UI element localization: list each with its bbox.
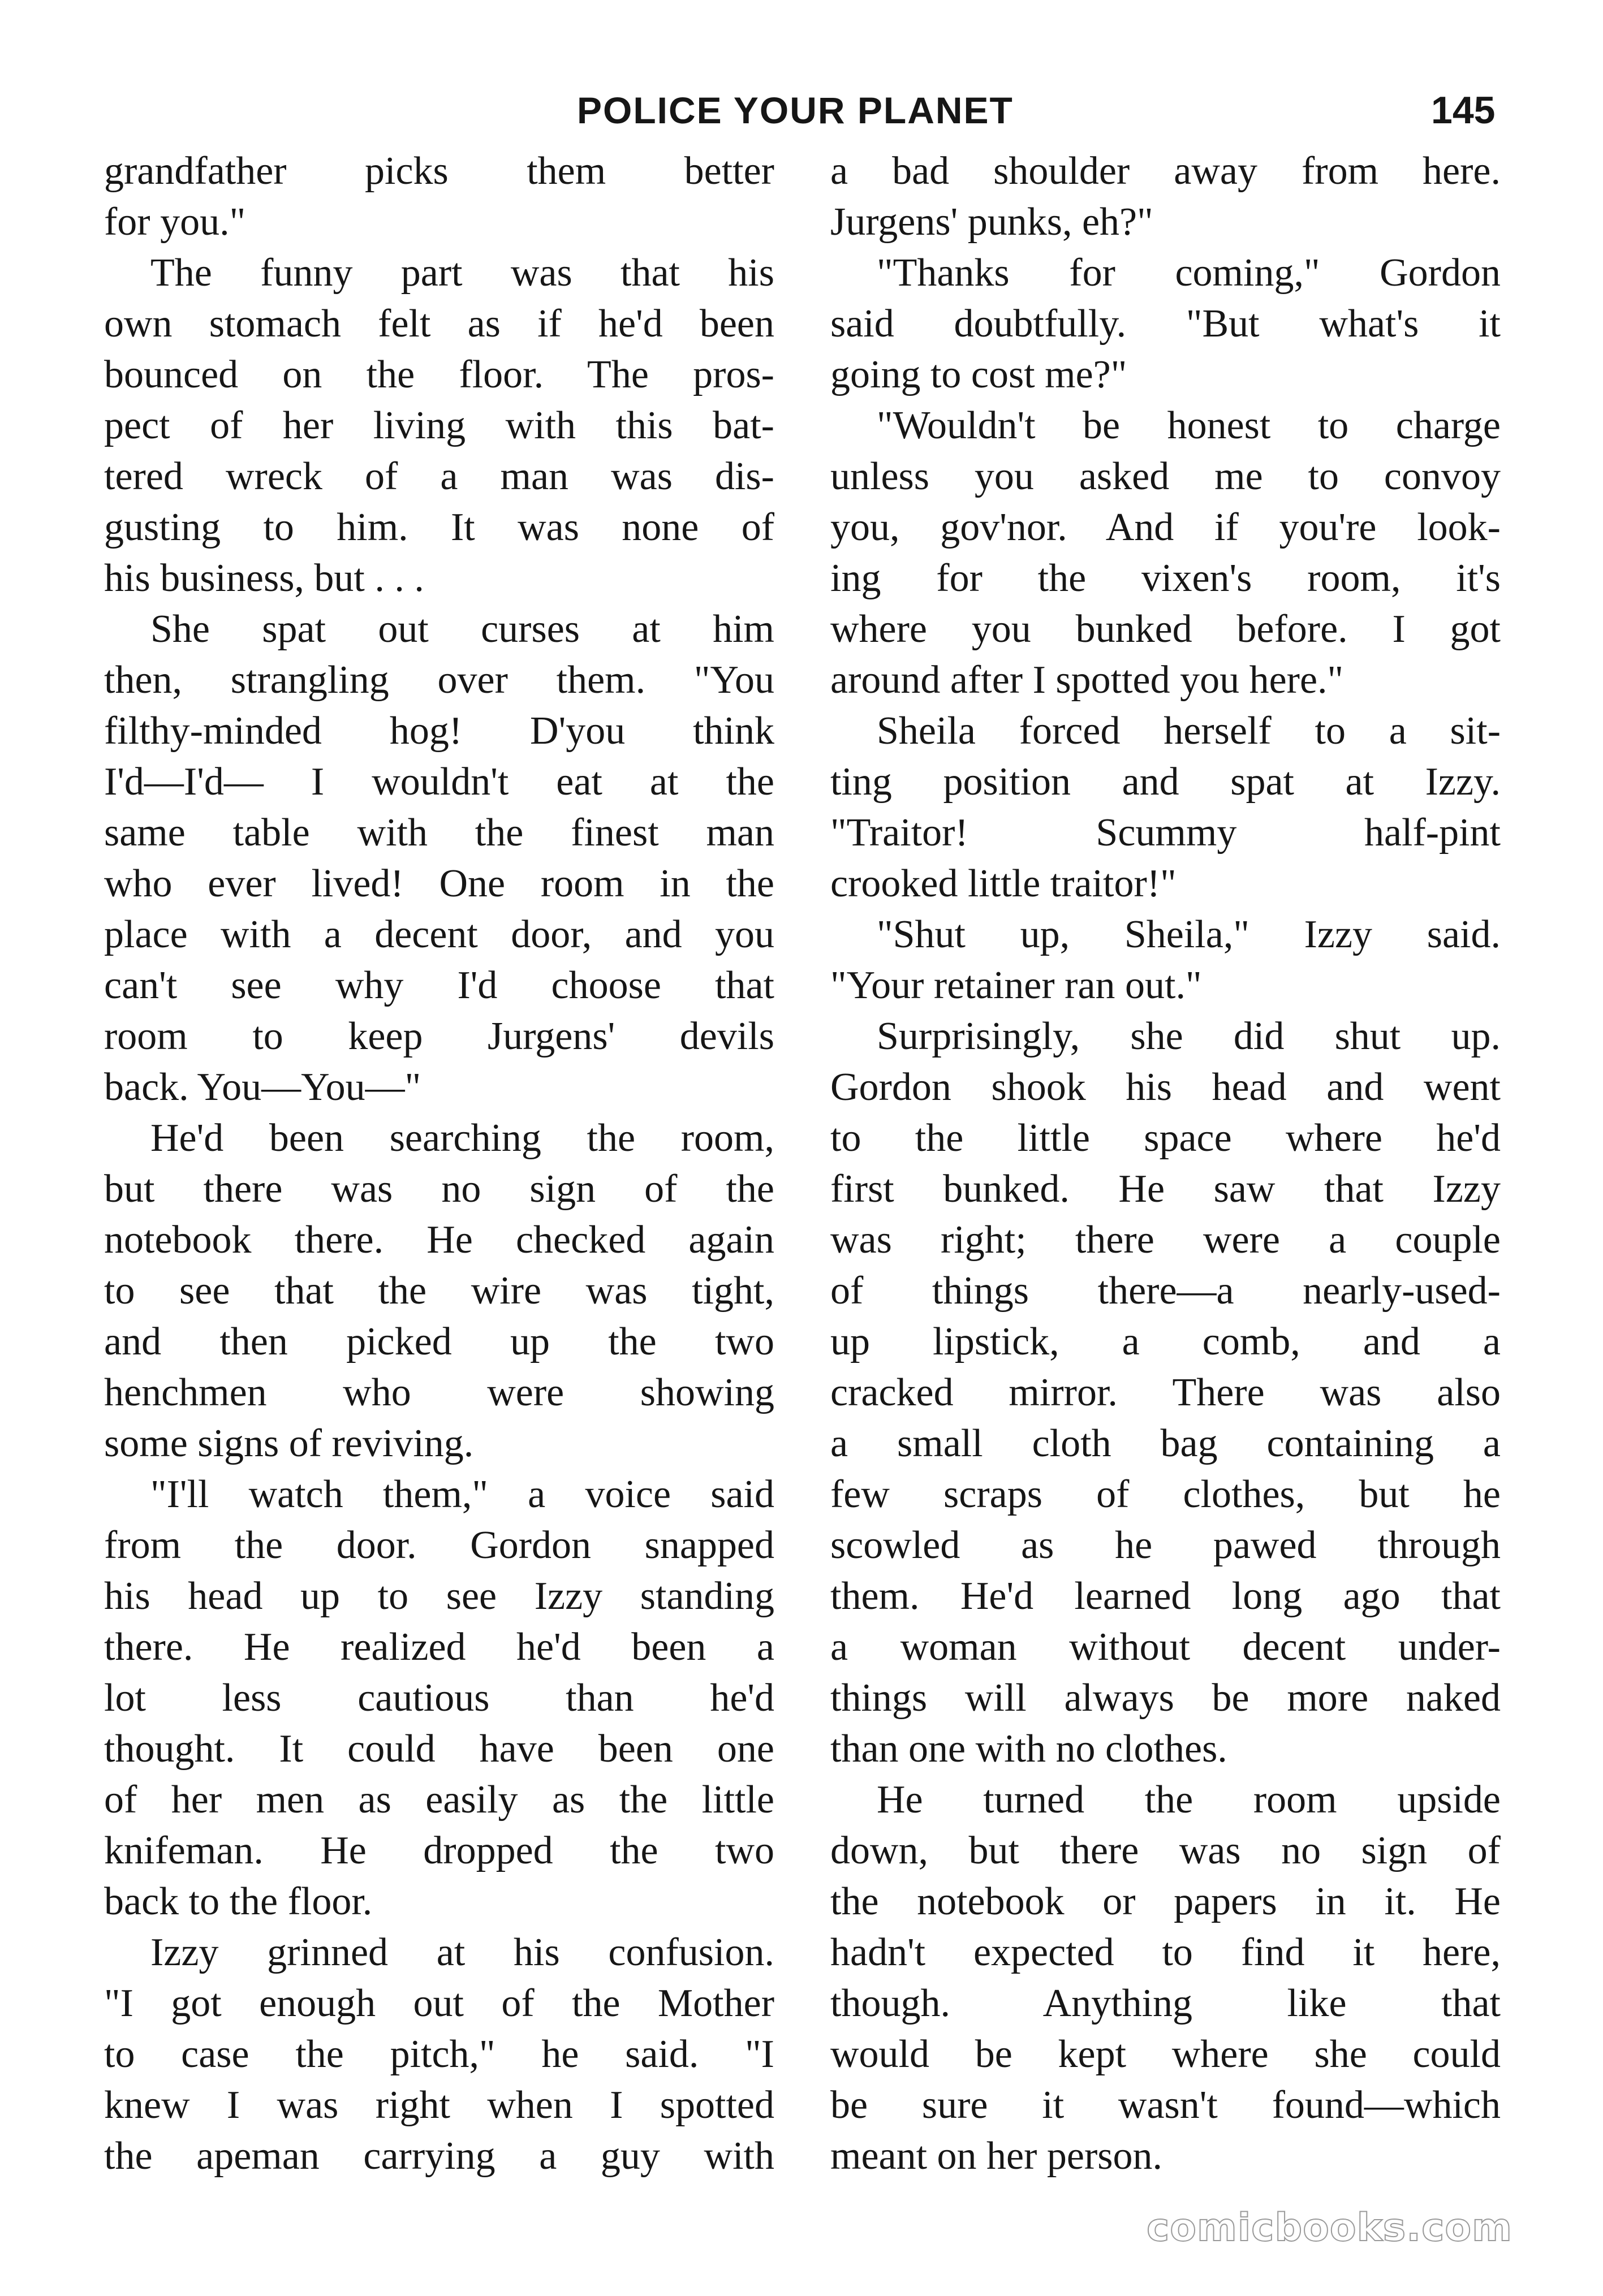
text-line: a small cloth bag containing a (830, 1422, 1501, 1465)
text-line: them. He'd learned long ago that (830, 1574, 1501, 1618)
text-line: Izzy grinned at his confusion. (150, 1931, 774, 1974)
text-line: bounced on the floor. The pros- (104, 353, 774, 396)
text-line: "Thanks for coming," Gordon (877, 251, 1501, 295)
text-line: a woman without decent under- (830, 1625, 1501, 1669)
text-line: there. He realized he'd been a (104, 1625, 774, 1669)
text-line: knifeman. He dropped the two (104, 1829, 774, 1872)
running-title: POLICE YOUR PLANET (577, 89, 1014, 131)
text-line: back to the floor. (104, 1880, 373, 1923)
text-line: Jurgens' punks, eh?" (830, 200, 1153, 244)
text-line: to case the pitch," he said. "I (104, 2032, 774, 2076)
text-line: the apeman carrying a guy with (104, 2134, 774, 2178)
text-line: around after I spotted you here." (830, 658, 1344, 702)
text-line: his head up to see Izzy standing (104, 1574, 774, 1618)
text-line: from the door. Gordon snapped (104, 1524, 774, 1567)
text-line: then, strangling over them. "You (104, 658, 774, 702)
running-header (0, 79, 1603, 141)
text-line: cracked mirror. There was also (830, 1371, 1501, 1414)
text-line: of things there—a nearly-used- (830, 1269, 1501, 1313)
watermark-logo: comicbooks.com (1146, 2206, 1512, 2250)
text-line: was right; there were a couple (830, 1218, 1501, 1262)
text-line: unless you asked me to convoy (830, 455, 1501, 498)
text-column-left (104, 146, 774, 2182)
text-line: hadn't expected to find it here, (830, 1931, 1501, 1974)
text-line: where you bunked before. I got (830, 607, 1501, 651)
text-line: down, but there was no sign of (830, 1829, 1501, 1872)
text-line: some signs of reviving. (104, 1422, 474, 1465)
text-line: than one with no clothes. (830, 1727, 1227, 1771)
text-line: and then picked up the two (104, 1320, 774, 1363)
text-line: a bad shoulder away from here. (830, 149, 1501, 193)
text-line: tered wreck of a man was dis- (104, 455, 774, 498)
text-line: Sheila forced herself to a sit- (877, 709, 1501, 753)
text-line: "Shut up, Sheila," Izzy said. (877, 913, 1501, 956)
text-line: up lipstick, a comb, and a (830, 1320, 1501, 1363)
text-line: but there was no sign of the (104, 1167, 774, 1211)
text-line: ing for the vixen's room, it's (830, 556, 1501, 600)
text-line: things will always be more naked (830, 1676, 1501, 1720)
text-line: said doubtfully. "But what's it (830, 302, 1501, 346)
text-line: henchmen who were showing (104, 1371, 774, 1414)
text-line: be sure it wasn't found—which (830, 2083, 1501, 2127)
text-line: thought. It could have been one (104, 1727, 774, 1771)
text-line: knew I was right when I spotted (104, 2083, 774, 2127)
text-line: to the little space where he'd (830, 1116, 1501, 1160)
text-line: lot less cautious than he'd (104, 1676, 774, 1720)
text-line: back. You—You—" (104, 1065, 421, 1109)
text-line: can't see why I'd choose that (104, 964, 774, 1007)
text-line: He'd been searching the room, (150, 1116, 774, 1160)
text-line: ting position and spat at Izzy. (830, 760, 1501, 804)
text-line: Surprisingly, she did shut up. (877, 1015, 1501, 1058)
text-line: She spat out curses at him (150, 607, 774, 651)
text-line: same table with the finest man (104, 811, 774, 854)
text-line: own stomach felt as if he'd been (104, 302, 774, 346)
text-line: place with a decent door, and you (104, 913, 774, 956)
text-line: room to keep Jurgens' devils (104, 1015, 774, 1058)
text-line: to see that the wire was tight, (104, 1269, 774, 1313)
text-line: his business, but . . . (104, 556, 424, 600)
text-line: few scraps of clothes, but he (830, 1473, 1501, 1516)
text-line: "Traitor! Scummy half-pint (830, 811, 1501, 854)
text-line: He turned the room upside (877, 1778, 1501, 1822)
text-line: would be kept where she could (830, 2032, 1501, 2076)
text-line: going to cost me?" (830, 353, 1127, 396)
text-line: grandfather picks them better (104, 149, 774, 193)
page-number: 145 (1431, 89, 1496, 132)
text-line: filthy-minded hog! D'you think (104, 709, 774, 753)
text-line: scowled as he pawed through (830, 1524, 1501, 1567)
text-line: The funny part was that his (150, 251, 774, 295)
text-line: Gordon shook his head and went (830, 1065, 1501, 1109)
text-line: first bunked. He saw that Izzy (830, 1167, 1501, 1211)
text-line: I'd—I'd— I wouldn't eat at the (104, 760, 774, 804)
text-line: crooked little traitor!" (830, 862, 1177, 905)
text-line: meant on her person. (830, 2134, 1163, 2178)
text-line: of her men as easily as the little (104, 1778, 774, 1822)
text-line: "Wouldn't be honest to charge (877, 404, 1501, 447)
text-line: you, gov'nor. And if you're look- (830, 506, 1501, 549)
text-column-right (830, 146, 1501, 2182)
text-line: the notebook or papers in it. He (830, 1880, 1501, 1923)
text-line: who ever lived! One room in the (104, 862, 774, 905)
text-line: pect of her living with this bat- (104, 404, 774, 447)
text-line: notebook there. He checked again (104, 1218, 774, 1262)
text-line: for you." (104, 200, 246, 244)
text-line: "I'll watch them," a voice said (150, 1473, 774, 1516)
text-line: "I got enough out of the Mother (104, 1982, 774, 2025)
text-line: "Your retainer ran out." (830, 964, 1202, 1007)
text-line: though. Anything like that (830, 1982, 1501, 2025)
text-line: gusting to him. It was none of (104, 506, 774, 549)
